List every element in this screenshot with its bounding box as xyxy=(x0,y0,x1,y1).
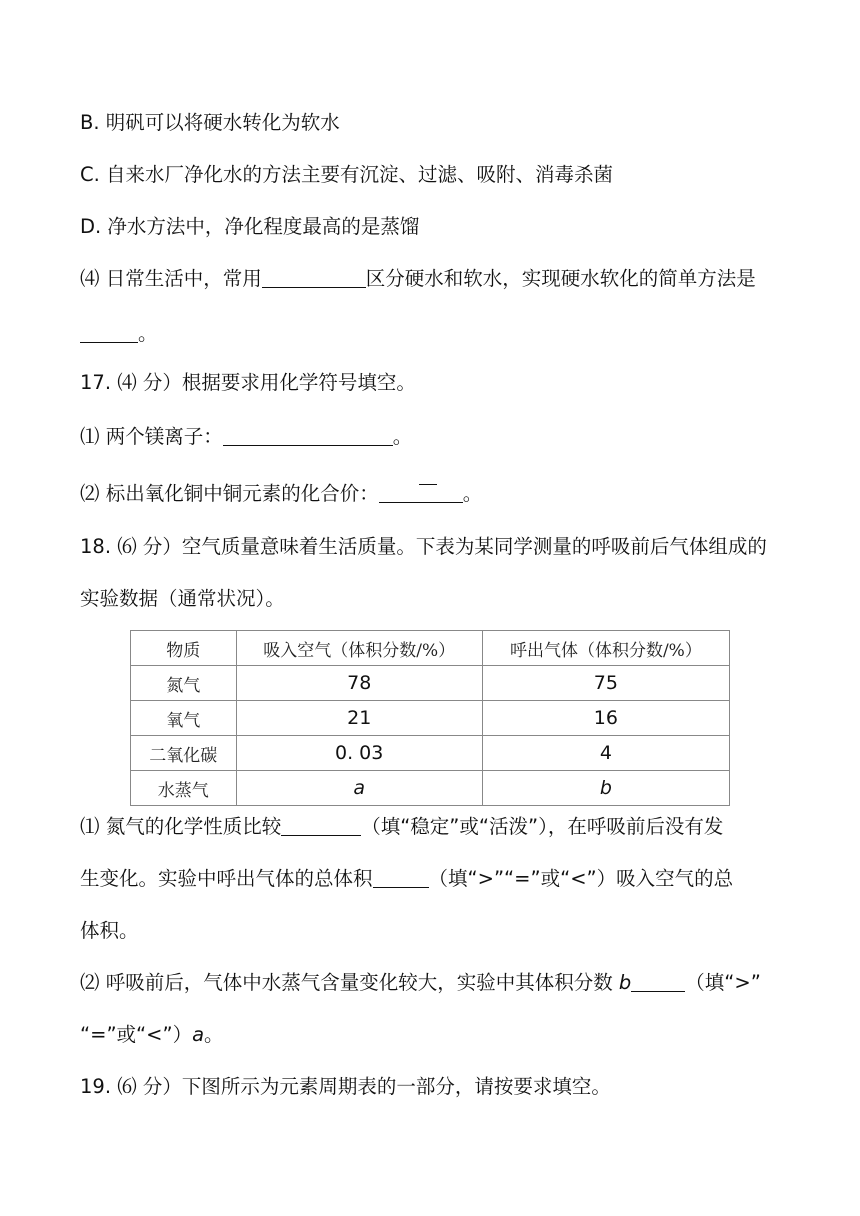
q19-title: 19. ⑹ 分）下图所示为元素周期表的一部分，请按要求填空。 xyxy=(80,1075,611,1098)
answer-blank[interactable] xyxy=(373,867,429,888)
answer-blank[interactable] xyxy=(379,482,463,503)
table-cell-value: 4 xyxy=(482,736,729,771)
table-row xyxy=(131,771,730,806)
q18-part2-var-b: b xyxy=(618,971,632,994)
table-cell-value: a xyxy=(236,771,482,806)
table-cell-value: 16 xyxy=(482,701,729,736)
q17-part1 xyxy=(80,424,412,450)
table-cell-value: b xyxy=(482,771,729,806)
q18-part1-line2 xyxy=(80,866,733,892)
table-cell-substance: 氧气 xyxy=(131,701,237,736)
table-cell-value: 0. 03 xyxy=(236,736,482,771)
table-cell-value: 75 xyxy=(482,666,729,701)
answer-blank[interactable] xyxy=(80,322,138,343)
q17-part1-text: ⑴ 两个镁离子： xyxy=(80,425,223,448)
table-row xyxy=(131,736,730,771)
answer-blank[interactable] xyxy=(262,267,366,288)
header-substance: 物质 xyxy=(131,631,237,666)
q18-part1-text1: ⑴ 氮气的化学性质比较 xyxy=(80,815,282,838)
option-c: C. 自来水厂净化水的方法主要有沉淀、过滤、吸附、消毒杀菌 xyxy=(80,163,614,186)
q18-part1-text2: （填“稳定”或“活泼”），在呼吸前后没有发 xyxy=(361,815,724,838)
gas-composition-table xyxy=(130,630,730,806)
q16-part4-line2 xyxy=(80,321,158,347)
q16-part4-text2: 区分硬水和软水，实现硬水软化的简单方法是 xyxy=(365,267,756,290)
header-inhaled: 吸入空气（体积分数/%） xyxy=(236,631,482,666)
option-d: D. 净水方法中，净化程度最高的是蒸馏 xyxy=(80,215,420,238)
table-cell-substance: 氮气 xyxy=(131,666,237,701)
q16-part4-end: 。 xyxy=(138,322,158,345)
answer-blank[interactable] xyxy=(281,815,361,836)
q18-part1-line3: 体积。 xyxy=(80,919,139,942)
q16-part4-line1 xyxy=(80,266,756,292)
q18-part2-text3: “=”或“<”） xyxy=(80,1023,193,1046)
q17-title: 17. ⑷ 分）根据要求用化学符号填空。 xyxy=(80,371,416,394)
q18-part2-line2 xyxy=(80,1022,224,1048)
q18-part2-var-a: a xyxy=(192,1023,205,1046)
option-b: B. 明矾可以将硬水转化为软水 xyxy=(80,111,340,134)
q18-part2-end: 。 xyxy=(204,1023,224,1046)
q17-part2-end: 。 xyxy=(462,482,483,505)
answer-blank[interactable] xyxy=(223,425,393,446)
answer-blank[interactable] xyxy=(631,971,685,992)
q16-part4-text1: ⑷ 日常生活中，常用 xyxy=(80,267,262,290)
q17-part2 xyxy=(80,481,482,507)
table-header-row xyxy=(131,631,730,666)
table-cell-substance: 水蒸气 xyxy=(131,771,237,806)
q18-title-line1: 18. ⑹ 分）空气质量意味着生活质量。下表为某同学测量的呼吸前后气体组成的 xyxy=(80,535,767,558)
table-cell-value: 78 xyxy=(236,666,482,701)
q18-part1-text3: 生变化。实验中呼出气体的总体积 xyxy=(80,867,373,890)
table-cell-substance: 二氧化碳 xyxy=(131,736,237,771)
q17-part1-end: 。 xyxy=(392,425,413,448)
q18-title-line2: 实验数据（通常状况）。 xyxy=(80,587,285,610)
q18-part2-text1: ⑵ 呼吸前后，气体中水蒸气含量变化较大，实验中其体积分数 xyxy=(80,971,619,994)
q18-part1-text4: （填“>”“=”或“<”）吸入空气的总 xyxy=(428,867,734,890)
q18-part1-line1 xyxy=(80,814,723,840)
q17-part2-text: ⑵ 标出氧化铜中铜元素的化合价： xyxy=(80,482,379,505)
q18-part2-text2: （填“>” xyxy=(685,971,761,994)
table-cell-value: 21 xyxy=(236,701,482,736)
q18-part2-line1 xyxy=(80,970,761,996)
table-row xyxy=(131,701,730,736)
header-exhaled: 呼出气体（体积分数/%） xyxy=(482,631,729,666)
table-row xyxy=(131,666,730,701)
